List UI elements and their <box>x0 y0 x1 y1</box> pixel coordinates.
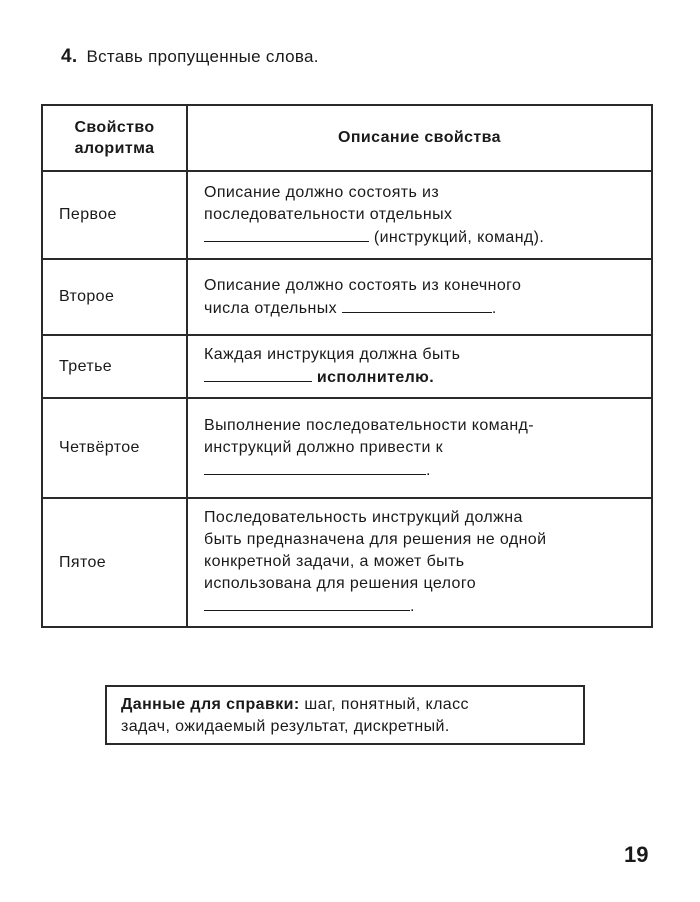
property-description <box>187 259 652 335</box>
table-row <box>42 335 652 398</box>
description-text: Описание должно состоять из <box>204 183 440 201</box>
description-text: Каждая инструкция должна быть <box>204 346 461 363</box>
description-text: Выполнение последовательности команд- <box>204 416 535 434</box>
properties-table <box>41 104 653 628</box>
property-name: Второе <box>42 259 187 335</box>
description-text: последовательности отдельных <box>204 205 453 223</box>
description-text: . <box>491 299 497 317</box>
reference-label: Данные для справки: <box>121 696 300 713</box>
description-text: . <box>410 598 415 615</box>
table-header-row <box>42 105 652 171</box>
header-property <box>42 105 187 171</box>
table-row <box>42 498 652 627</box>
property-description <box>187 171 652 259</box>
description-text: Описание должно состоять из конечного <box>204 276 522 294</box>
table-row <box>42 259 652 335</box>
description-text: конкретной задачи, а может быть <box>204 553 465 570</box>
description-text: . <box>426 461 431 479</box>
description-text: использована для решения целого <box>204 575 477 592</box>
task-number: 4. <box>61 46 78 67</box>
header-property-line2: алоритма <box>74 140 155 157</box>
description-text: исполнителю. <box>312 369 435 386</box>
reference-text-line2: задач, ожидаемый результат, дискретный. <box>121 718 450 735</box>
reference-text-line1: шаг, понятный, класс <box>299 696 469 713</box>
description-text: быть предназначена для решения не одной <box>204 531 547 548</box>
answer-blank[interactable] <box>204 366 312 382</box>
answer-blank[interactable] <box>204 595 410 611</box>
description-text: Последовательность инструкций должна <box>204 509 523 526</box>
answer-blank[interactable] <box>204 226 369 242</box>
page-number: 19 <box>624 842 649 867</box>
description-text: (инструкций, команд). <box>369 228 545 246</box>
property-description <box>187 335 652 398</box>
table-row <box>42 398 652 498</box>
property-name: Четвёртое <box>42 398 187 498</box>
description-text: числа отдельных <box>204 299 342 317</box>
property-description <box>187 398 652 498</box>
task-title <box>61 46 319 68</box>
reference-box <box>105 685 585 745</box>
header-description: Описание свойства <box>187 105 652 171</box>
property-description <box>187 498 652 627</box>
property-name: Первое <box>42 171 187 259</box>
answer-blank[interactable] <box>204 459 426 475</box>
property-name: Пятое <box>42 498 187 627</box>
property-name: Третье <box>42 335 187 398</box>
answer-blank[interactable] <box>342 297 492 313</box>
description-text: инструкций должно привести к <box>204 438 444 456</box>
table-row <box>42 171 652 259</box>
task-instruction: Вставь пропущенные слова. <box>86 47 319 66</box>
header-property-line1: Свойство <box>74 119 155 136</box>
